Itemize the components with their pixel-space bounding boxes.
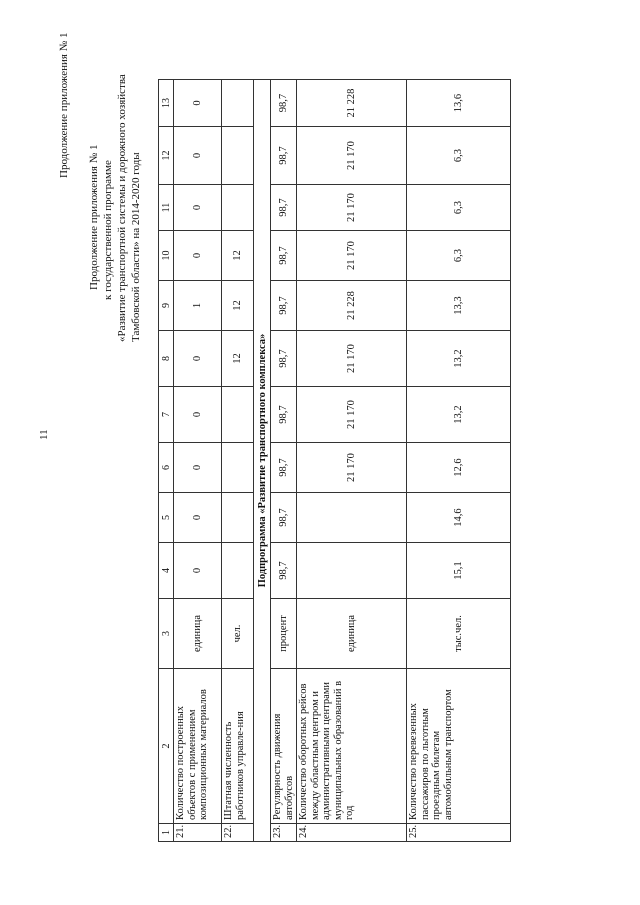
column-number-cell: 2	[159, 669, 174, 824]
indicator-name: Регулярность движения автобусов	[271, 669, 297, 824]
column-number-cell: 8	[159, 331, 174, 387]
value-cell: 0	[174, 493, 222, 543]
indicator-name: Количество построенных объектов с применением композиционных материалов	[174, 669, 222, 824]
value-cell: 15,1	[407, 543, 511, 599]
value-cell: 13,6	[407, 80, 511, 127]
value-cell: 6,3	[407, 127, 511, 185]
subtitle-line-4: Тамбовской области» на 2014-2020 годы	[130, 152, 142, 342]
value-cell: 21 170	[297, 387, 407, 443]
value-cell: 98,7	[271, 281, 297, 331]
unit-cell: единица	[174, 599, 222, 669]
table-row	[297, 80, 407, 842]
value-cell: 21 170	[297, 127, 407, 185]
value-cell: 98,7	[271, 387, 297, 443]
indicator-name: Штатная численность работников управле-ния	[222, 669, 254, 824]
table-row	[271, 80, 297, 842]
value-cell: 1	[174, 281, 222, 331]
unit-cell: процент	[271, 599, 297, 669]
column-number-cell: 3	[159, 599, 174, 669]
value-cell: 12	[222, 331, 254, 387]
value-cell: 98,7	[271, 493, 297, 543]
value-cell	[297, 493, 407, 543]
value-cell: 21 228	[297, 80, 407, 127]
value-cell: 6,3	[407, 185, 511, 231]
value-cell: 0	[174, 543, 222, 599]
value-cell: 0	[174, 231, 222, 281]
value-cell: 98,7	[271, 331, 297, 387]
value-cell: 13,2	[407, 331, 511, 387]
value-cell: 12,6	[407, 443, 511, 493]
value-cell	[222, 387, 254, 443]
value-cell: 0	[174, 387, 222, 443]
value-cell: 13,2	[407, 387, 511, 443]
column-number-cell: 6	[159, 443, 174, 493]
subtitle-line-3: «Развитие транспортной системы и дорожного хозяйства	[116, 74, 128, 342]
value-cell: 0	[174, 331, 222, 387]
column-number-cell: 7	[159, 387, 174, 443]
value-cell: 21 228	[297, 281, 407, 331]
subtitle-line-2: к государственной программе	[102, 160, 114, 300]
column-number-cell: 13	[159, 80, 174, 127]
value-cell	[222, 185, 254, 231]
indicators-table	[158, 79, 511, 842]
value-cell: 98,7	[271, 231, 297, 281]
value-cell	[222, 543, 254, 599]
row-number: 23.	[271, 824, 297, 842]
unit-cell: чел.	[222, 599, 254, 669]
value-cell	[297, 543, 407, 599]
value-cell	[222, 443, 254, 493]
subprogram-row	[254, 80, 271, 842]
value-cell	[222, 127, 254, 185]
value-cell: 21 170	[297, 331, 407, 387]
subtitle-line-1: Продолжение приложения № 1	[88, 144, 100, 290]
indicators-table-wrapper	[158, 80, 494, 842]
value-cell: 21 170	[297, 185, 407, 231]
row-number: 24.	[297, 824, 407, 842]
column-number-cell: 12	[159, 127, 174, 185]
table-header-row	[159, 80, 174, 842]
page-number: 11	[38, 429, 50, 440]
table-row	[222, 80, 254, 842]
value-cell	[222, 493, 254, 543]
value-cell: 0	[174, 443, 222, 493]
value-cell: 13,3	[407, 281, 511, 331]
column-number-cell: 10	[159, 231, 174, 281]
value-cell: 12	[222, 281, 254, 331]
value-cell: 12	[222, 231, 254, 281]
value-cell: 98,7	[271, 80, 297, 127]
subprogram-title: Подпрограмма «Развитие транспортного комплекса»	[254, 80, 271, 842]
column-number-cell: 9	[159, 281, 174, 331]
indicator-name: Количество перевезенных пассажиров по льготным проездным билетам автомобильным транспортом	[407, 669, 511, 824]
value-cell: 0	[174, 185, 222, 231]
value-cell: 6,3	[407, 231, 511, 281]
value-cell: 21 170	[297, 231, 407, 281]
value-cell: 98,7	[271, 127, 297, 185]
value-cell: 98,7	[271, 185, 297, 231]
column-number-cell: 11	[159, 185, 174, 231]
table-row	[407, 80, 511, 842]
appendix-title: Продолжение приложения № 1	[58, 32, 70, 178]
row-number: 22.	[222, 824, 254, 842]
value-cell: 98,7	[271, 443, 297, 493]
unit-cell: единица	[297, 599, 407, 669]
column-number-cell: 4	[159, 543, 174, 599]
column-number-cell: 1	[159, 824, 174, 842]
value-cell: 14,6	[407, 493, 511, 543]
unit-cell: тыс.чел.	[407, 599, 511, 669]
table-row	[174, 80, 222, 842]
value-cell: 21 170	[297, 443, 407, 493]
value-cell	[222, 80, 254, 127]
value-cell: 98,7	[271, 543, 297, 599]
value-cell: 0	[174, 80, 222, 127]
value-cell: 0	[174, 127, 222, 185]
row-number: 25.	[407, 824, 511, 842]
row-number: 21.	[174, 824, 222, 842]
column-number-cell: 5	[159, 493, 174, 543]
indicator-name: Количество оборотных рейсов между областным центром и административными центрами муниципальных образований в год	[297, 669, 407, 824]
